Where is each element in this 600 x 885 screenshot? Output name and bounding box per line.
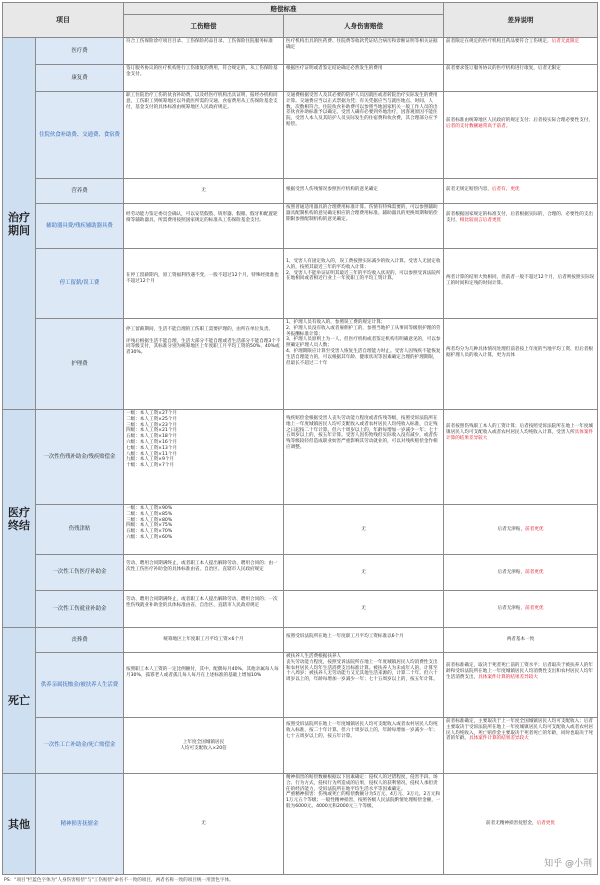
- diff-lost-wages: 两者计算的结果大致相同，但前者一般不超过12个月，后者则按照实际误工的时间和定残的时间计算。: [444, 249, 598, 319]
- item-funeral: 丧葬费: [36, 628, 124, 653]
- diff-dependents: 前者标准确定，取决于死者死亡前的工资水平；后者取决于被扶养人的年龄和受诉法院所在地上一年度城镇居民人均消费性支出和农村居民人均年生活消费支出，具体案件计算的结果差异较大: [444, 653, 598, 718]
- diff-funeral: 两者基本一致: [444, 628, 598, 653]
- diff-nursing: 两者均分为几种具体情况处理但前者按上年度的当地平均工资、但后者根据护理人员的收入计算，更为具体: [444, 319, 598, 410]
- diff-meal-transport: 前者标准由统筹地区人民政府的规定支付；后者按实际合理必要性支付，后者的支付数额通常高于前者。: [444, 92, 598, 179]
- diff-death-comp: 前者标准确定，主要取决于上一年度全国城镇居民人均可支配收入；后者主要取决于受诉法院所在地上一年度城镇居民人均可支配收入或者农村居民人均纯收入，死亡赔偿金主要取决于死者死亡的年龄，同时也取决于死者的年龄。具体案件计算的结果差异较大: [444, 718, 598, 774]
- pi-nursing: 1、护理人员有收入的，参照误工费的规定计算； 2、护理人员没有收入或者雇佣护工的，参照当地护工从事同等级别护理的劳务报酬标准计算； 3、护理人员原则上为一人，但医疗机构或者鉴定机构有明确意见的，可以参照确定护理人员人数； 4、护理期限应计算至受害人恢复生活自理能力时止。受害人因残疾不能恢复生活自理能力的，可以根据其年龄、健康状况等因素确定合理的护理期限，但最长不超过二十年: [284, 319, 444, 410]
- comparison-table: [2, 2, 598, 875]
- diff-nutrition: 前者无规定赔偿内容，后者有，更优: [444, 179, 598, 204]
- work-death-comp: 上年度全国城镇居民 人均可支配收入×20倍: [124, 718, 284, 774]
- header-difference: 差异说明: [444, 2, 598, 38]
- work-medical-subsidy: 劳动、聘用合同期满终止，或者职工本人提出解除劳动、聘用合同的；由一次性工伤医疗补助金的具体标准由省、自治区、直辖市人民政府规定: [124, 555, 284, 591]
- work-aids: 经劳动能力鉴定委员会确认，可以安装假肢、矫形器、假眼、假牙和配置轮椅等辅助器具，所需费用按照国家规定的标准从工伤保险基金支付。: [124, 204, 284, 249]
- item-employment-subsidy: 一次性工伤就业补助金: [36, 591, 124, 628]
- pi-dependents: 被扶养人生活费根据扶养人 丧失劳动能力程度，按照受诉法院所在地上一年度城镇居民人均消费性支出和农村居民人均年生活消费支出标准计算。被扶养人为未成年人的，计算至十八周岁；被扶养人无劳动能力又无其他生活来源的，计算二十年。但六十周岁以上的，年龄每增加一岁减少一年；七十五周岁以上的，按五年计算。: [284, 653, 444, 718]
- item-rehab: 康复费: [36, 65, 124, 92]
- work-meal-transport: 职工住院治疗工伤的伙食补助费，以及经医疗机构出具证明，报经办机构同意，工伤职工到统筹地区以外就医所需的交通、食宿费用从工伤保险基金支付，基金支付的具体标准由统筹地区人民政府规定。: [124, 92, 284, 179]
- header-work-injury: 工伤赔偿: [124, 15, 284, 38]
- work-nursing: 停工留薪期间，生活不能自理的工伤职工需要护理的，由所在单位负责。 评残后根据生活不能自理，生活大部分不能自理或者生活部分不能自理3个不同等级支付，其标准分别为统筹地区上年度职工月平均工资的50%、40%或者30%。: [124, 319, 284, 410]
- footnote: PS："项目"栏蓝色字体为"人身伤害赔偿"与"工伤赔偿"命名不一致的项目，两者名称一致的项目统一用黑色字体。: [4, 878, 234, 883]
- work-rehab: 签订服务协议的医疗机构进行工伤康复的费用，符合规定的，从工伤保险基金支付。: [124, 65, 284, 92]
- diff-rehab: 前者要求签订服务协议的医疗机构进行康复，后者无限定: [444, 65, 598, 92]
- diff-employment-subsidy: 后者无津贴， 前者更优: [444, 591, 598, 628]
- item-medical-subsidy: 一次性工伤医疗补助金: [36, 555, 124, 591]
- item-nursing: 护理费: [36, 319, 124, 410]
- pi-employment-subsidy: 无: [284, 591, 444, 628]
- work-nutrition: 无: [124, 179, 284, 204]
- item-mental-damage: 精神损害抚慰金: [36, 774, 124, 875]
- work-employment-subsidy: 劳动、聘用合同期满终止，或者职工本人提出解除劳动、聘用合同的；一次性伤残就业补助金的具体标准由省、自治区、直辖市人民政府规定: [124, 591, 284, 628]
- watermark: 知乎 @小荆: [544, 859, 592, 869]
- pi-disability-allowance: 无: [284, 505, 444, 555]
- work-disability-comp: 一级：本人工资×27个月 二级：本人工资×25个月 三级：本人工资×23个月 四级：本人工资×21个月 五级：本人工资×18个月 六级：本人工资×16个月 七级：本人工资×13个月 八级：本人工资×11个月 九级：本人工资×9个月 十级：本人工资×7个月: [124, 410, 284, 505]
- pi-rehab: 根据医疗证明或者鉴定结论确定必然发生的费用: [284, 65, 444, 92]
- diff-medical-subsidy: 后者无津贴， 前者更优: [444, 555, 598, 591]
- pi-disability-comp: 残疾赔偿金根据受害人丧失劳动能力程度或者伤残等级，按照受诉法院所在地上一年度城镇居民人均可支配收入或者农村居民人均纯收入标准，自定残之日起按二十年计算。但六十周岁以上的，年龄每增加一岁减少一年；七十五周岁以上的，按五年计算。受害人因伤致残但实际收入没有减少，或者伤残等级较轻但造成职业妨害严重影响其劳动就业的，可以对残疾赔偿金作相应调整。: [284, 410, 444, 505]
- header-personal-injury: 人身伤害赔偿: [284, 15, 444, 38]
- header-item: 项目: [2, 2, 124, 38]
- category-death: 死亡: [2, 628, 36, 774]
- item-medical: 医疗费: [36, 38, 124, 65]
- diff-disability-allowance: 后者无津贴， 前者更优: [444, 505, 598, 555]
- category-end-treatment: 医疗终结: [2, 410, 36, 628]
- work-disability-allowance: 一级：本人工资×90% 二级：本人工资×85% 三级：本人工资×80% 四级：本人工资×75% 五级：本人工资×70% 六级：本人工资×60%: [124, 505, 284, 555]
- pi-mental-damage: 精神损害的赔偿数额根据以下因素确定：侵权人的过错程度，侵害手段、场合、行为方式，侵权行为所造成的后果，侵权人的获利情况，侵权人承担责任的经济能力，受诉法院所在地平均生活水平等因素确定。 严重精神损害：伤残或死亡的赔偿数额分为5万元、4万元、3万元、2万元和1万元五个等级；一般性精神损害，按照各级人民法院酌情处理赔偿金额，一般为6000元、4000元和2000元三个等级。: [284, 774, 444, 875]
- diff-mental-damage: 前者无精神损害抚慰金， 后者更优: [444, 774, 598, 875]
- pi-aids: 按照普通适用器具的合理费用标准计算。伤情有特殊需要的，可以参照辅助器具配制机构的意见确定相应的合理费用标准。辅助器具的更换周期和赔偿期限参照配制机构的意见确定。: [284, 204, 444, 249]
- item-aids: 辅助器具费/残疾辅助器具费: [36, 204, 124, 249]
- item-disability-allowance: 伤残津贴: [36, 505, 124, 555]
- work-medical: 符合工伤保险诊疗项目目录、工伤保险药品目录、工伤保险住院服务标准: [124, 38, 284, 65]
- work-lost-wages: 在停工留薪期内，原工资福利待遇不变，一般不超过12个月，特殊经批准也不超过12个月: [124, 249, 284, 319]
- item-meal-transport: 住院伙食补助费、交通费、食宿费: [36, 92, 124, 179]
- pi-medical-subsidy: 无: [284, 555, 444, 591]
- pi-funeral: 按照受诉法院所在地上一年度职工月平均工资标准以6个月: [284, 628, 444, 653]
- category-treatment: 治疗期间: [2, 38, 36, 410]
- category-other: 其他: [2, 774, 36, 875]
- work-funeral: 统筹地区上年度职工月平均工资×6个月: [124, 628, 284, 653]
- item-disability-comp: 一次性伤残补助金/残疾赔偿金: [36, 410, 124, 505]
- diff-medical: 前者限定在规定的医疗机构且药品要符合工伤规定，后者无此限定: [444, 38, 598, 65]
- diff-aids: 前者根据国家规定的标准支付，后者根据实际的，合理的、必要性的支出支付，相比较而言后者更优: [444, 204, 598, 249]
- diff-disability-comp: 前者按照伤残职工本人的工资计算；后者按照受诉法院所在地上一年度城镇居民人均可支配收入或者农村居民人均纯收入计算，受害人所具体案件计算的结果差异较大: [444, 410, 598, 505]
- header-standard: 赔偿标准: [124, 2, 444, 15]
- item-lost-wages: 停工留薪/误工费: [36, 249, 124, 319]
- pi-death-comp: 按照受诉法院所在地上一年度城镇居民人均可支配收入或者农村居民人均纯收入标准，按二十年计算。但六十周岁以上的，年龄每增加一岁减少一年；七十五周岁以上的，按五年计算。: [284, 718, 444, 774]
- pi-nutrition: 根据受害人伤残情况参照医疗机构的意见确定: [284, 179, 444, 204]
- pi-meal-transport: 交通费根据受害人及其必要的陪护人员因就医或者转院治疗实际发生的费用计算。交通费应当以正式票据为凭；有关凭据应当与就医地点、时间、人数、次数相符合。住院伙食补助费可以参照当地国家机关一般工作人员的出差伙食补助标准予以确定。受害人确有必要到外地治疗，因客观原因不能住院，受害人本人及其陪护人员实际发生的住宿费和伙食费，其合理部分应予赔偿。: [284, 92, 444, 179]
- item-death-comp: 一次性工亡补助金/死亡赔偿金: [36, 718, 124, 774]
- pi-lost-wages: 1、受害人有固定收入的，误工费按照实际减少的收入计算。受害人无固定收入的，按照其最近三年的平均收入计算； 2、受害人不能举证证明其最近三年的平均收入状况的，可以参照受诉法院所在地相同或者相近行业上一年度职工的平均工资计算。: [284, 249, 444, 319]
- pi-medical: 医疗机构出具的医药费、住院费等收款凭证结合病历和诊断证明等相关证据确定: [284, 38, 444, 65]
- work-mental-damage: 无: [124, 774, 284, 875]
- item-dependents: 供养亲属抚恤金/被扶养人生活费: [36, 653, 124, 718]
- item-nutrition: 营养费: [36, 179, 124, 204]
- work-dependents: 按照职工本人工资的一定比例额付，其中、配偶每月40%，其他亲属每人每月30%，孤寡老人或者孤儿每人每月在上述标准的基础上增加10%: [124, 653, 284, 718]
